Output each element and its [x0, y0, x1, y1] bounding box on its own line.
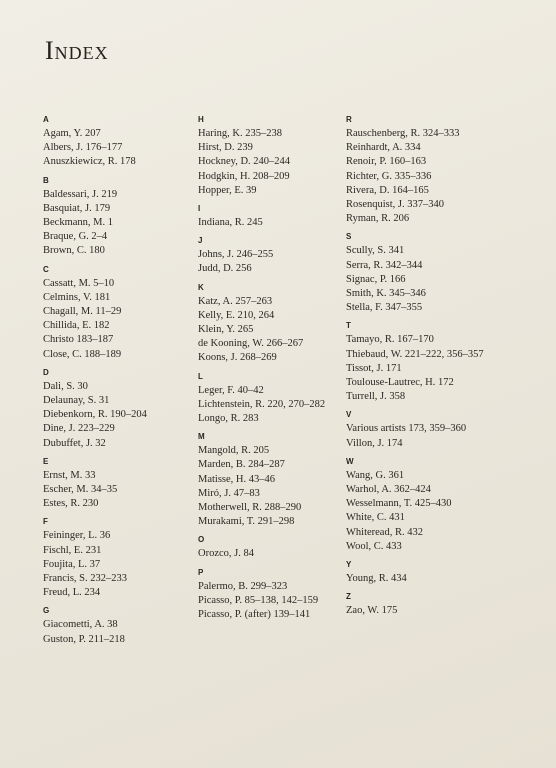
index-section-o [198, 532, 368, 561]
index-section-z [346, 589, 536, 618]
index-entry: Tissot, J. 171 [346, 362, 402, 374]
index-entry: Celmins, V. 181 [43, 291, 111, 303]
section-letter: T [346, 321, 352, 331]
index-entry: Murakami, T. 291–298 [198, 516, 295, 528]
index-entry: Close, C. 188–189 [43, 348, 122, 360]
index-entry: Wool, C. 433 [346, 540, 402, 552]
index-entry: Foujita, L. 37 [43, 558, 101, 570]
index-column-1 [43, 112, 213, 647]
index-section-f [43, 514, 213, 600]
index-entry: Orozco, J. 84 [198, 548, 254, 560]
index-entry: Chagall, M. 11–29 [43, 306, 122, 318]
section-letter: L [198, 371, 204, 381]
index-entry: Lichtenstein, R. 220, 270–282 [198, 398, 326, 410]
section-letter: J [198, 236, 203, 246]
index-entry: Palermo, B. 299–323 [198, 580, 288, 592]
index-section-m [198, 429, 368, 529]
index-section-v [346, 407, 536, 450]
index-entry: Guston, P. 211–218 [43, 633, 125, 645]
section-letter: I [198, 204, 201, 214]
index-entry: Ernst, M. 33 [43, 469, 96, 481]
index-entry: Hirst, D. 239 [198, 142, 253, 154]
index-entry: Estes, R. 230 [43, 498, 99, 510]
index-entry: Reinhardt, A. 334 [346, 142, 421, 154]
index-section-y [346, 557, 536, 586]
index-section-a [43, 112, 213, 170]
index-entry: Rivera, D. 164–165 [346, 184, 429, 196]
index-entry: Rosenquist, J. 337–340 [346, 199, 445, 211]
index-entry: Johns, J. 246–255 [198, 249, 274, 261]
index-section-k [198, 280, 368, 366]
index-section-g [43, 603, 213, 646]
index-entry: Hodgkin, H. 208–209 [198, 170, 290, 182]
index-entry: Young, R. 434 [346, 573, 407, 585]
index-entry: Thiebaud, W. 221–222, 356–357 [346, 348, 484, 360]
index-entry: Kelly, E. 210, 264 [198, 309, 275, 321]
section-letter: D [43, 367, 50, 377]
index-entry: Katz, A. 257–263 [198, 295, 273, 307]
index-section-p [198, 565, 368, 623]
index-entry: Dine, J. 223–229 [43, 423, 115, 435]
index-entry: Ryman, R. 206 [346, 213, 410, 225]
index-section-d [43, 365, 213, 451]
index-entry: Braque, G. 2–4 [43, 231, 108, 243]
page-title: Index [45, 36, 109, 65]
section-letter: E [43, 456, 49, 466]
index-column-2 [198, 112, 368, 622]
section-letter: W [346, 456, 355, 466]
index-entry: Richter, G. 335–336 [346, 170, 432, 182]
index-entry: Cassatt, M. 5–10 [43, 277, 115, 289]
index-entry: Wesselmann, T. 425–430 [346, 498, 452, 510]
index-entry: Klein, Y. 265 [198, 324, 254, 336]
section-letter: H [198, 115, 205, 124]
section-letter: A [43, 115, 50, 124]
index-entry: Signac, P. 166 [346, 273, 406, 285]
index-entry: Matisse, H. 43–46 [198, 473, 275, 485]
index-entry: Tamayo, R. 167–170 [346, 334, 434, 346]
index-entry: Serra, R. 342–344 [346, 259, 423, 271]
index-entry: Mangold, R. 205 [198, 445, 270, 457]
index-section-w [346, 454, 536, 554]
index-entry: Basquiat, J. 179 [43, 202, 111, 214]
index-entry: Giacometti, A. 38 [43, 619, 118, 631]
index-section-c [43, 262, 213, 362]
index-section-e [43, 454, 213, 512]
index-entry: Hockney, D. 240–244 [198, 156, 291, 168]
index-entry: Haring, K. 235–238 [198, 128, 282, 139]
index-entry: Fischl, E. 231 [43, 544, 102, 556]
section-letter: S [346, 232, 352, 242]
section-letter: R [346, 115, 353, 124]
section-letter: K [198, 282, 205, 292]
index-entry: Renoir, P. 160–163 [346, 156, 427, 168]
index-entry: Scully, S. 341 [346, 245, 405, 257]
index-entry: Zao, W. 175 [346, 605, 398, 617]
index-entry: Miró, J. 47–83 [198, 487, 260, 499]
section-letter: B [43, 175, 50, 185]
index-entry: Baldessari, J. 219 [43, 188, 118, 200]
index-section-s [346, 229, 536, 315]
index-entry: Dubuffet, J. 32 [43, 437, 106, 449]
index-entry: Agam, Y. 207 [43, 128, 101, 139]
index-entry: de Kooning, W. 266–267 [198, 338, 304, 350]
index-entry: Smith, K. 345–346 [346, 288, 426, 300]
section-letter: M [198, 432, 206, 442]
section-letter: P [198, 567, 204, 577]
index-entry: Hopper, E. 39 [198, 184, 257, 196]
index-entry: Picasso, P. 85–138, 142–159 [198, 594, 319, 606]
index-column-3 [346, 112, 536, 618]
index-entry: Escher, M. 34–35 [43, 484, 118, 496]
index-entry: Anuszkiewicz, R. 178 [43, 156, 136, 168]
index-entry: Motherwell, R. 288–290 [198, 502, 302, 514]
index-entry: Delaunay, S. 31 [43, 395, 110, 407]
index-entry: Diebenkorn, R. 190–204 [43, 409, 147, 421]
index-entry: Villon, J. 174 [346, 437, 403, 449]
index-entry: Wang, G. 361 [346, 469, 405, 481]
section-letter: C [43, 264, 50, 274]
index-entry: Various artists 173, 359–360 [346, 423, 467, 435]
index-section-b [43, 173, 213, 259]
section-letter: Y [346, 560, 352, 570]
index-entry: Turrell, J. 358 [346, 391, 406, 403]
section-letter: V [346, 410, 352, 420]
index-entry: Francis, S. 232–233 [43, 573, 127, 585]
index-entry: Stella, F. 347–355 [346, 302, 423, 314]
index-entry: Indiana, R. 245 [198, 217, 263, 229]
section-letter: G [43, 606, 50, 616]
index-entry: Beckmann, M. 1 [43, 217, 113, 229]
section-letter: O [198, 535, 205, 545]
index-entry: Freud, L. 234 [43, 587, 101, 599]
index-section-i [198, 201, 368, 230]
section-letter: Z [346, 592, 352, 602]
index-entry: Feininger, L. 36 [43, 530, 111, 542]
index-entry: Chillida, E. 182 [43, 320, 110, 332]
index-section-j [198, 233, 368, 276]
index-entry: Rauschenberg, R. 324–333 [346, 128, 460, 139]
section-letter: F [43, 517, 49, 527]
index-entry: Marden, B. 284–287 [198, 459, 285, 471]
index-section-l [198, 369, 368, 427]
index-entry: Leger, F. 40–42 [198, 384, 264, 396]
index-entry: Longo, R. 283 [198, 413, 259, 425]
index-entry: Toulouse-Lautrec, H. 172 [346, 377, 454, 389]
index-entry: Albers, J. 176–177 [43, 142, 123, 154]
index-entry: Whiteread, R. 432 [346, 526, 423, 538]
index-entry: White, C. 431 [346, 512, 405, 524]
index-entry: Picasso, P. (after) 139–141 [198, 609, 311, 621]
index-entry: Warhol, A. 362–424 [346, 484, 431, 496]
index-section-h [198, 112, 368, 198]
index-entry: Christo 183–187 [43, 334, 114, 346]
index-entry: Brown, C. 180 [43, 245, 105, 257]
index-section-r [346, 112, 536, 226]
index-section-t [346, 318, 536, 404]
index-entry: Judd, D. 256 [198, 263, 252, 275]
index-entry: Dali, S. 30 [43, 380, 88, 392]
index-entry: Koons, J. 268–269 [198, 352, 277, 364]
